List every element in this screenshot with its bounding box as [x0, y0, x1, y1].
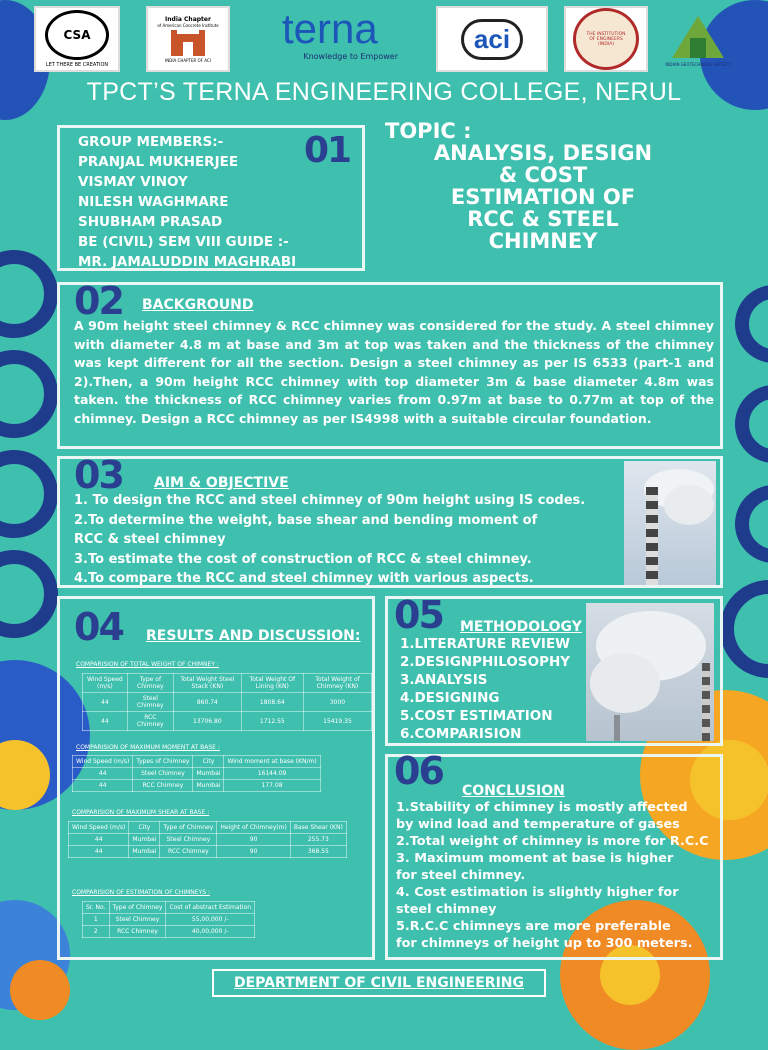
terna-wordmark: terna	[282, 5, 378, 52]
table-header: City	[129, 822, 160, 834]
logo-row	[0, 6, 768, 78]
table-cell: RCC Chimney	[127, 712, 173, 731]
table-row	[83, 926, 255, 938]
members-line: SHUBHAM PRASAD	[78, 214, 223, 230]
table-cell: 16144.09	[224, 768, 320, 780]
table-cell: 44	[73, 768, 133, 780]
igs-logo	[662, 6, 734, 72]
table-cell: 13706.80	[173, 712, 241, 731]
section-number-01: 01	[304, 130, 351, 171]
table-cell: Steel Chimney	[160, 834, 217, 846]
csa-mark: CSA	[45, 10, 109, 60]
methodology-item: 4.DESIGNING	[400, 690, 500, 706]
table-cell: 44	[69, 834, 129, 846]
conclusion-heading: CONCLUSION	[462, 783, 565, 799]
conclusion-item: steel chimney	[396, 902, 497, 917]
table-row	[73, 768, 321, 780]
igs-mark	[668, 12, 728, 62]
department-footer: DEPARTMENT OF CIVIL ENGINEERING	[212, 969, 546, 997]
results-box	[57, 596, 375, 960]
steel-chimney-photo	[624, 461, 716, 585]
conclusion-item: for chimneys of height up to 300 meters.	[396, 936, 693, 951]
table-cell: 44	[83, 693, 128, 712]
table-cell: Mumbai	[129, 846, 160, 858]
members-line: GROUP MEMBERS:-	[78, 134, 224, 150]
methodology-box	[385, 593, 723, 746]
table-header: Base Shear (KN)	[290, 822, 346, 834]
table-cell: 177.08	[224, 780, 320, 792]
table-cell: Steel Chimney	[133, 768, 193, 780]
table-cell: RCC Chimney	[160, 846, 217, 858]
table-header: Sr. No.	[83, 902, 110, 914]
methodology-list	[400, 635, 570, 743]
conclusion-item: 5.R.C.C chimneys are more preferable	[396, 919, 671, 934]
table2-title: COMPARISION OF MAXIMUM MOMENT AT BASE :	[76, 744, 220, 751]
topic-title	[383, 120, 703, 252]
table-row	[69, 846, 347, 858]
table-cell: 44	[69, 846, 129, 858]
results-heading: RESULTS AND DISCUSSION:	[146, 628, 361, 644]
table-cell: 40,00,000 /-	[166, 926, 255, 938]
table4-title: COMPARISION OF ESTIMATION OF CHIMNEYS :	[72, 889, 210, 896]
aim-heading: AIM & OBJECTIVE	[154, 475, 289, 491]
table-header: Wind moment at base (KN/m)	[224, 756, 320, 768]
table-header: Wind Speed (m/s)	[83, 674, 128, 693]
table-cell: 44	[73, 780, 133, 792]
conclusion-item: 1.Stability of chimney is mostly affected	[396, 800, 688, 815]
aim-box	[57, 453, 723, 588]
table-cell: 1808.64	[241, 693, 303, 712]
cost-table	[82, 901, 255, 938]
background-box	[57, 279, 723, 449]
table-header: Types of Chimney	[133, 756, 193, 768]
topic-line6: CHIMNEY	[488, 229, 598, 253]
methodology-item: 2.DESIGNPHILOSOPHY	[400, 654, 571, 670]
table-header: Type of Chimney	[160, 822, 217, 834]
igs-text: INDIAN GEOTECHNICAL SOCIETY	[665, 61, 731, 67]
methodology-item: 6.COMPARISION	[400, 726, 522, 742]
methodology-item: 5.COST ESTIMATION	[400, 708, 553, 724]
icaci-line2: of American Concrete Institute	[157, 22, 219, 28]
table-cell: 15419.35	[303, 712, 371, 731]
table-cell: 1	[83, 914, 110, 926]
section-number-05: 05	[394, 593, 443, 637]
members-line: PRANJAL MUKHERJEE	[78, 154, 239, 170]
topic-line4: ESTIMATION OF	[450, 185, 636, 209]
methodology-item: 3.ANALYSIS	[400, 672, 488, 688]
section-number-02: 02	[74, 279, 123, 323]
table-cell: 2	[83, 926, 110, 938]
terna-logo	[282, 6, 402, 72]
topic-line5: RCC & STEEL	[467, 207, 619, 231]
ice-logo	[564, 6, 648, 72]
topic-line3: & COST	[498, 163, 588, 187]
table-cell: 1712.55	[241, 712, 303, 731]
table-cell: Steel Chimney	[127, 693, 173, 712]
csa-motto: LET THERE BE CREATION	[45, 62, 109, 68]
table-cell: Steel Chimney	[109, 914, 166, 926]
members-line: MR. JAMALUDDIN MAGHRABI	[78, 254, 297, 270]
table-row	[83, 914, 255, 926]
section-number-03: 03	[74, 453, 123, 497]
aim-list	[74, 491, 585, 589]
table-header: Total Weight Of Lining (KN)	[241, 674, 303, 693]
table-cell: 90	[217, 846, 291, 858]
conclusion-item: by wind load and temperature of gases	[396, 817, 680, 832]
members-line: NILESH WAGHMARE	[78, 194, 229, 210]
section-number-06: 06	[394, 749, 443, 793]
methodology-heading: METHODOLOGY	[460, 619, 582, 635]
conclusion-list	[396, 799, 708, 952]
table-row	[83, 693, 372, 712]
table-cell: RCC Chimney	[133, 780, 193, 792]
table-row	[73, 780, 321, 792]
methodology-item: 1.LITERATURE REVIEW	[400, 636, 571, 652]
conclusion-box	[385, 749, 723, 960]
table-cell: 44	[83, 712, 128, 731]
topic-line1: TOPIC :	[385, 119, 472, 143]
table-header: Type of Chimney	[127, 674, 173, 693]
moment-table	[72, 755, 321, 792]
table-header: Total Weight of Chimney (KN)	[303, 674, 371, 693]
table3-title: COMPARISION OF MAXIMUM SHEAR AT BASE :	[72, 809, 210, 816]
table-row	[83, 712, 372, 731]
aim-item: 4.To compare the RCC and steel chimney with various aspects.	[74, 571, 534, 586]
table-header: Cost of abstract Estimation	[166, 902, 255, 914]
section-number-04: 04	[74, 605, 123, 649]
ice-text: THE INSTITUTION OF ENGINEERS (INDIA)	[586, 31, 626, 47]
terna-tagline: Knowledge to Empower	[303, 52, 398, 61]
table-header: Total Weight Steel Stack (KN)	[173, 674, 241, 693]
members-box	[57, 125, 365, 271]
members-line: BE (CIVIL) SEM VIII GUIDE :-	[78, 234, 289, 250]
table-cell: 368.55	[290, 846, 346, 858]
aim-item: 1. To design the RCC and steel chimney of 90m height using IS codes.	[74, 493, 586, 508]
conclusion-item: 4. Cost estimation is slightly higher for	[396, 885, 679, 900]
table-cell: Mumbai	[193, 768, 224, 780]
shear-table	[68, 821, 347, 858]
aim-item: 3.To estimate the cost of construction of RCC & steel chimney.	[74, 551, 532, 567]
conclusion-item: 3. Maximum moment at base is higher	[396, 851, 674, 866]
background-heading: BACKGROUND	[142, 297, 254, 313]
topic-line2: ANALYSIS, DESIGN	[433, 141, 653, 165]
table-cell: 860.74	[173, 693, 241, 712]
gateway-icon	[163, 28, 213, 58]
aci-wordmark: aci	[461, 19, 523, 60]
aim-item: RCC & steel chimney	[74, 532, 226, 547]
table-header: Height of Chimney(m)	[217, 822, 291, 834]
table-cell: 3000	[303, 693, 371, 712]
table-header: Wind Speed (m/s)	[69, 822, 129, 834]
icaci-line1: India Chapter	[165, 15, 211, 23]
weight-table	[82, 673, 372, 731]
aci-logo	[436, 6, 548, 72]
icaci-caption: INDIA CHAPTER OF ACI	[165, 57, 211, 63]
table-cell: 55,00,000 /-	[166, 914, 255, 926]
table-cell: Mumbai	[193, 780, 224, 792]
table-row	[69, 834, 347, 846]
table-cell: 90	[217, 834, 291, 846]
table-header: Wind Speed (m/s)	[73, 756, 133, 768]
csa-logo	[34, 6, 120, 72]
conclusion-item: 2.Total weight of chimney is more for R.C.C	[396, 834, 709, 849]
icaci-logo	[146, 6, 230, 72]
table-cell: RCC Chimney	[109, 926, 166, 938]
members-line: VISMAY VINOY	[78, 174, 188, 190]
table-cell: 255.73	[290, 834, 346, 846]
background-text: A 90m height steel chimney & RCC chimney was considered for the study. A steel chimney with diameter 4.8 m at base and 3m at top was taken and the thickness of the chimney was kept different for all the section. Design a steel chimney as per IS 6533 (part-1 and 2).Then, a 90m height RCC chimney with top diameter 3m & base diameter 4.8m was taken. the thickness of RCC chimney varies from 0.97m at base to 0.77m at top of the chimney. Design a RCC chimney as per IS4998 with a suitable circular foundation.	[74, 318, 714, 426]
table1-title: COMPARISION OF TOTAL WEIGHT OF CHIMNEY :	[76, 661, 219, 668]
conclusion-item: for steel chimney.	[396, 868, 526, 883]
table-header: City	[193, 756, 224, 768]
rcc-chimney-photo	[586, 603, 714, 741]
table-cell: Mumbai	[129, 834, 160, 846]
members-list	[78, 132, 296, 272]
table-header: Type of Chimney	[109, 902, 166, 914]
college-title: TPCT’S TERNA ENGINEERING COLLEGE, NERUL	[86, 78, 682, 106]
aim-item: 2.To determine the weight, base shear and bending moment of	[74, 512, 538, 528]
